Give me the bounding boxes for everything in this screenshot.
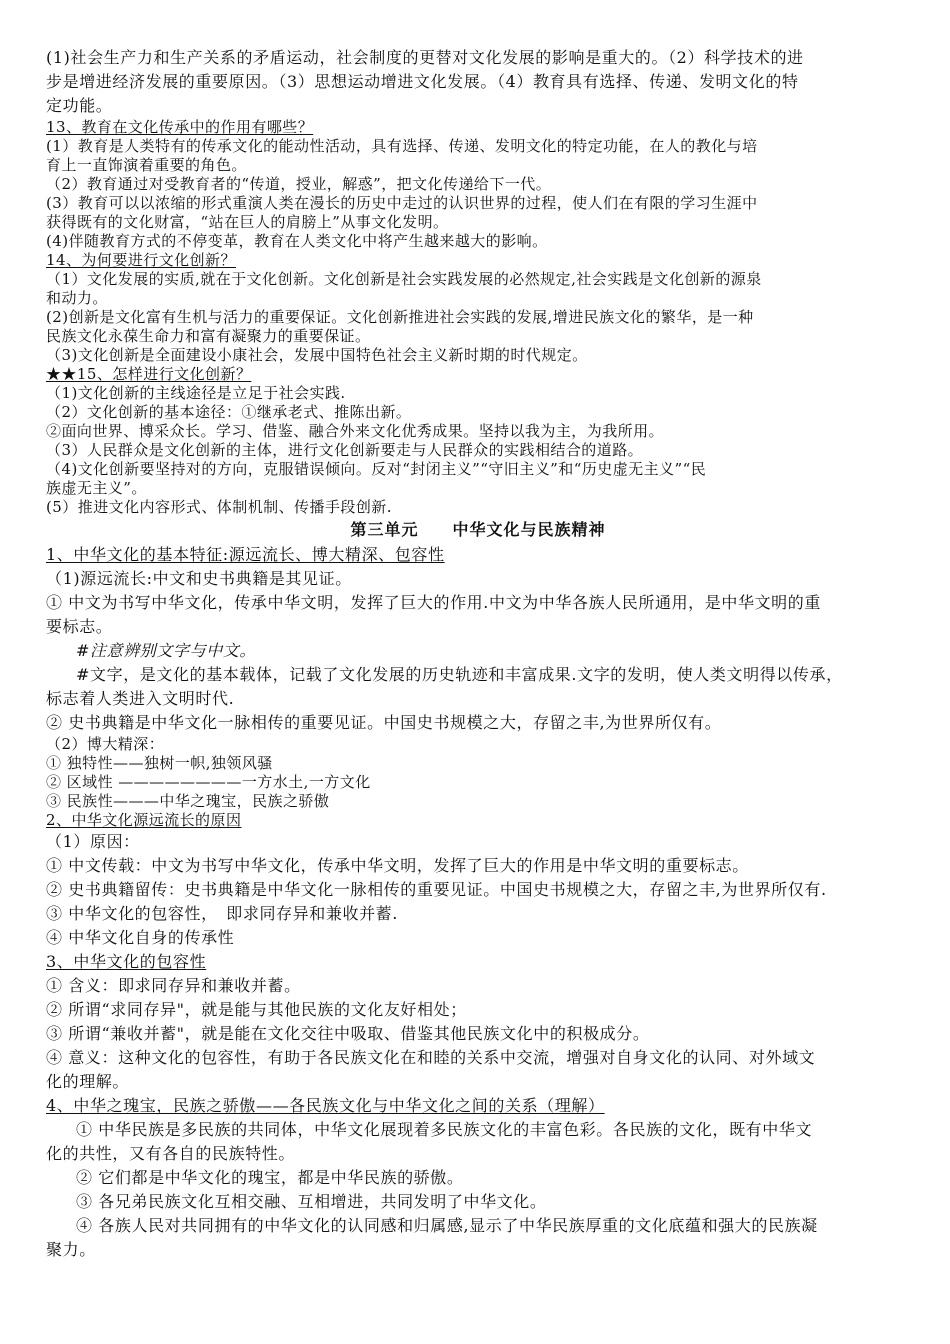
section-heading: 3、中华文化的包容性: [46, 952, 207, 971]
text-line: ④ 中华文化自身的传承性: [46, 928, 235, 947]
text-line: （1）文化发展的实质,就在于文化创新。文化创新是社会实践发展的必然规定,社会实践是文化创新的源泉: [46, 270, 762, 288]
list-item: ② 区域性 ————————一方水土,一方文化: [46, 773, 371, 791]
section-1: [46, 543, 910, 811]
note-line: #文字，是文化的基本载体，记载了文化发展的历史轨迹和丰富成果.文字的发明，使人类文明得以传承，: [76, 665, 843, 684]
text-line: 聚力。: [46, 1240, 96, 1259]
section-heading: 2、中华文化源远流长的原因: [46, 811, 242, 829]
text-line: （2）教育通过对受教育者的“传道，授业，解惑”，把文化传递给下一代。: [46, 175, 552, 193]
text-line: (2)创新是文化富有生机与活力的重要保证。文化创新推进社会实践的发展,增进民族文化的繁华，是一种: [46, 308, 754, 326]
text-line: ② 史书典籍留传：史书典籍是中华文化一脉相传的重要见证。中国史书规模之大，存留之丰,为世界所仅有.: [46, 880, 827, 899]
text-line: （1）原因：: [46, 832, 140, 851]
section-heading: 4、中华之瑰宝，民族之骄傲——各民族文化与中华文化之间的关系（理解）: [46, 1096, 605, 1115]
section-q14: [46, 251, 910, 365]
text-line: ① 中文传载：中文为书写中华文化，传承中华文明，发挥了巨大的作用是中华文明的重要标志。: [46, 856, 749, 875]
text-line: （4)文化创新要坚持对的方向，克服错误倾向。反对“封闭主义”“守旧主义”和“历史虚无主义”“民: [46, 460, 707, 478]
text-line: ② 它们都是中华文化的瑰宝，都是中华民族的骄傲。: [76, 1168, 464, 1187]
section-q15: [46, 365, 910, 517]
text-line: 获得既有的文化财富，“站在巨人的肩膀上”从事文化发明。: [46, 213, 449, 231]
section-heading: 13、教育在文化传承中的作用有哪些？: [46, 118, 314, 136]
text-line: 定功能。: [46, 96, 113, 115]
section-2: [46, 811, 910, 950]
text-line: ④ 意义：这种文化的包容性，有助于各民族文化在和睦的关系中交流，增强对自身文化的认同、对外域文: [46, 1048, 816, 1067]
text-line: (3）教育可以以浓缩的形式重演人类在漫长的历史中走过的认识世界的过程，使人们在有限的学习生涯中: [46, 194, 758, 212]
document-page: [46, 46, 910, 1262]
text-line: 要标志。: [46, 617, 113, 636]
text-line: 标志着人类进入文明时代.: [46, 689, 235, 708]
text-line: ② 所谓“求同存异"，就是能与其他民族的文化友好相处；: [46, 1000, 467, 1019]
text-line: （1)文化创新的主线途径是立足于社会实践.: [46, 384, 346, 402]
text-line: ① 含义：即求同存异和兼收并蓄。: [46, 976, 301, 995]
text-line: 步是增进经济发展的重要原因。（3）思想运动增进文化发展。（4）教育具有选择、传递、发明文化的特: [46, 72, 799, 91]
text-line: ③ 各兄弟民族文化互相交融、互相增进，共同发明了中华文化。: [76, 1192, 547, 1211]
text-line: 育上一直饰演着重要的角色。: [46, 156, 247, 174]
text-line: 和动力。: [46, 289, 108, 307]
text-line: （2）文化创新的基本途径：①继承老式、推陈出新。: [46, 403, 412, 421]
text-line: ③ 中华文化的包容性， 即求同存异和兼收并蓄.: [46, 904, 398, 923]
subheading: （1)源远流长:中文和史书典籍是其见证。: [46, 569, 352, 588]
text-line: 民族文化永葆生命力和富有凝聚力的重要保证。: [46, 327, 371, 345]
text-line: (1)社会生产力和生产关系的矛盾运动，社会制度的更替对文化发展的影响是重大的。（2）科学技术的进: [46, 48, 804, 67]
text-line: (4)伴随教育方式的不停变革，教育在人类文化中将产生越来越大的影响。: [46, 232, 548, 250]
text-line: ① 中华民族是多民族的共同体，中华文化展现着多民族文化的丰富色彩。各民族的文化，既有中华文: [76, 1120, 813, 1139]
section-q13: [46, 118, 910, 251]
section-3: [46, 950, 910, 1094]
text-line: ②面向世界、博采众长。学习、借鉴、融合外来文化优秀成果。坚持以我为主，为我所用。: [46, 422, 665, 440]
text-line: （3）人民群众是文化创新的主体，进行文化创新要走与人民群众的实践相结合的道路。: [46, 441, 644, 459]
list-item: ③ 民族性———中华之瑰宝，民族之骄傲: [46, 792, 330, 810]
text-line: ① 中文为书写中华文化，传承中华文明，发挥了巨大的作用.中文为中华各族人民所通用，是中华文明的重: [46, 593, 821, 612]
intro-paragraph: [46, 46, 910, 118]
text-line: ③ 所谓“兼收并蓄"，就是能在文化交往中吸取、借鉴其他民族文化中的积极成分。: [46, 1024, 650, 1043]
text-line: ② 史书典籍是中华文化一脉相传的重要见证。中国史书规模之大，存留之丰,为世界所仅有。: [46, 713, 722, 732]
section-heading: 1、中华文化的基本特征:源远流长、博大精深、包容性: [46, 545, 445, 564]
section-heading: 14、为何要进行文化创新？: [46, 251, 236, 269]
text-line: 化的理解。: [46, 1072, 130, 1091]
text-line: 族虚无主义”。: [46, 479, 147, 497]
section-heading: ★★15、怎样进行文化创新？: [46, 365, 252, 383]
list-item: ① 独特性——独树一帜,独领风骚: [46, 754, 273, 772]
section-4: [46, 1094, 910, 1262]
text-line: ④ 各族人民对共同拥有的中华文化的认同感和归属感,显示了中华民族厚重的文化底蕴和强大的民族凝: [76, 1216, 818, 1235]
text-line: 化的共性，又有各自的民族特性。: [46, 1144, 296, 1163]
text-line: (5）推进文化内容形式、体制机制、传播手段创新.: [46, 498, 392, 516]
text-line: (1）教育是人类特有的传承文化的能动性活动，具有选择、传递、发明文化的特定功能，在人的教化与培: [46, 137, 758, 155]
note-line: #注意辨别文字与中文。: [76, 641, 257, 660]
unit-title: 第三单元 中华文化与民族精神: [350, 520, 606, 539]
subheading: （2）博大精深：: [46, 735, 165, 753]
text-line: （3)文化创新是全面建设小康社会，发展中国特色社会主义新时期的时代规定。: [46, 346, 588, 364]
